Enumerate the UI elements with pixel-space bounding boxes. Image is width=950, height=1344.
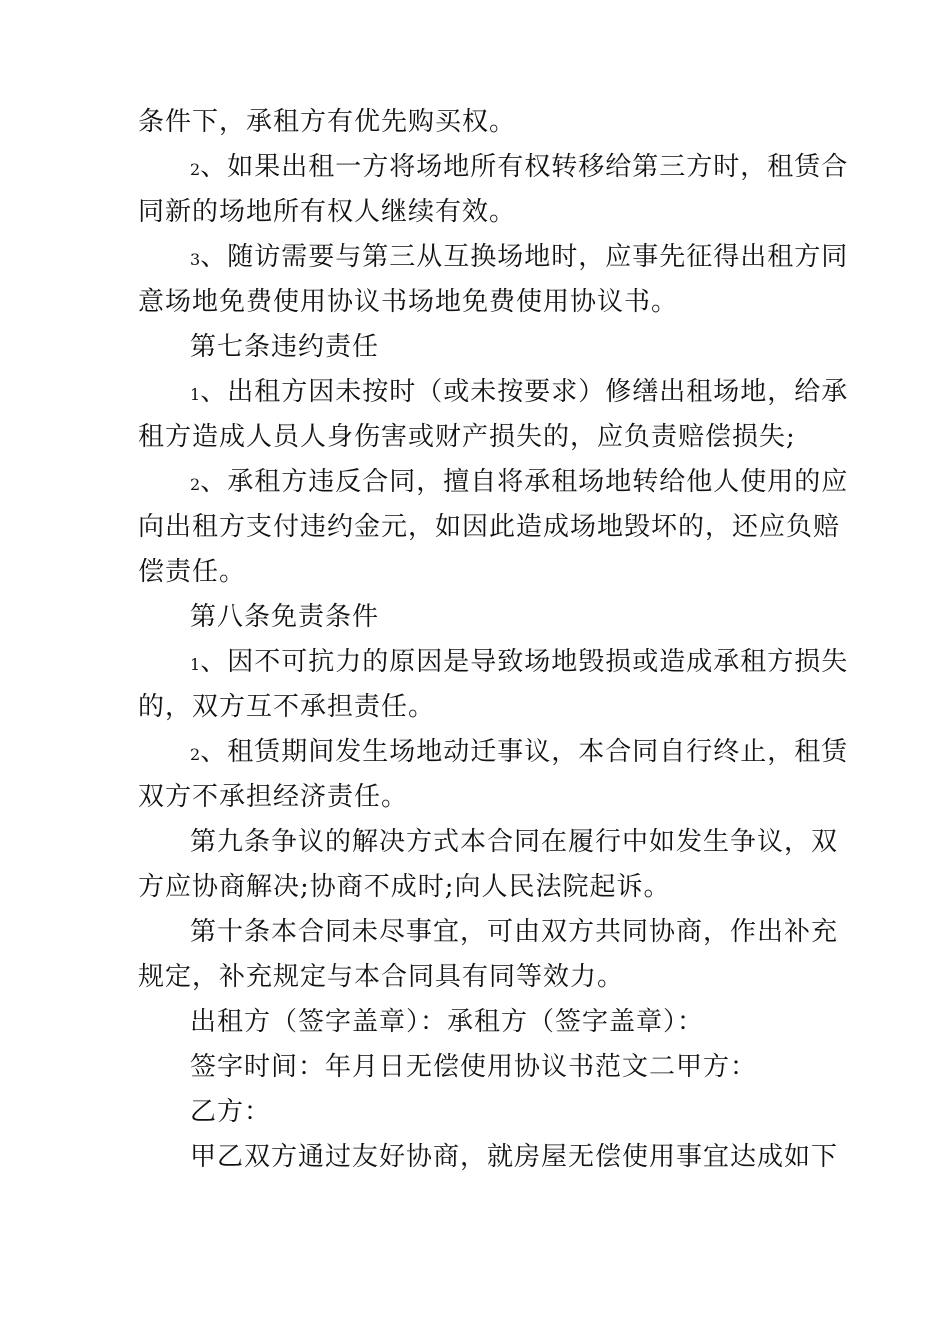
line-text: 意场地免费使用协议书场地免费使用协议书。	[138, 287, 679, 317]
item-number: 2	[190, 745, 201, 764]
text-line	[138, 370, 849, 415]
line-text: 、租赁期间发生场地动迁事议，本合同自行终止，租赁	[200, 737, 849, 767]
text-line	[138, 100, 818, 145]
item-number: 3	[190, 250, 201, 269]
line-text: 甲乙双方通过友好协商，就房屋无偿使用事宜达成如下	[190, 1142, 839, 1172]
text-line	[138, 865, 818, 910]
line-text: 出租方（签字盖章）：承租方（签字盖章）：	[190, 1007, 705, 1037]
text-line	[138, 190, 818, 235]
line-text: 、出租方因未按时（或未按要求）修缮出租场地，给承	[200, 377, 849, 407]
text-line	[138, 550, 818, 595]
item-number: 1	[190, 655, 201, 674]
line-text: 、如果出租一方将场地所有权转移给第三方时，租赁合	[200, 152, 849, 182]
line-text: 的，双方互不承担责任。	[138, 692, 436, 722]
text-line	[138, 505, 841, 550]
item-number: 2	[190, 160, 201, 179]
text-line	[138, 1045, 818, 1090]
document-body	[138, 100, 849, 1180]
line-text: 第九条争议的解决方式本合同在履行中如发生争议，双	[190, 827, 839, 857]
line-text: 、因不可抗力的原因是导致场地毁损或造成承租方损失	[200, 647, 849, 677]
text-line	[138, 730, 849, 775]
line-text: 、随访需要与第三从互换场地时，应事先征得出租方同	[200, 242, 849, 272]
text-line	[138, 685, 818, 730]
item-number: 1	[190, 385, 201, 404]
text-line	[138, 235, 849, 280]
text-line	[138, 955, 818, 1000]
line-text: 双方不承担经济责任。	[138, 782, 409, 812]
text-line	[138, 595, 818, 640]
text-line	[138, 820, 839, 865]
text-line	[138, 1000, 818, 1045]
line-text: 第七条违约责任	[190, 332, 380, 362]
line-text: 偿责任。	[138, 557, 247, 587]
line-text: 第八条免责条件	[190, 602, 380, 632]
line-text: 规定，补充规定与本合同具有同等效力。	[138, 962, 625, 992]
text-line	[138, 325, 818, 370]
line-text: 、承租方违反合同，擅自将承租场地转给他人使用的应	[200, 467, 849, 497]
line-text: 签字时间：年月日无偿使用协议书范文二甲方：	[190, 1052, 758, 1082]
text-line	[138, 640, 849, 685]
text-line	[138, 1090, 818, 1135]
line-text: 方应协商解决;协商不成时;向人民法院起诉。	[138, 872, 671, 902]
line-text: 租方造成人员人身伤害或财产损失的，应负责赔偿损失;	[138, 422, 796, 452]
text-line	[138, 145, 849, 190]
text-line	[138, 460, 849, 505]
line-text: 同新的场地所有权人继续有效。	[138, 197, 517, 227]
line-text: 第十条本合同未尽事宜，可由双方共同协商，作出补充	[190, 917, 839, 947]
text-line	[138, 910, 839, 955]
text-line	[138, 775, 818, 820]
line-text: 向出租方支付违约金元，如因此造成场地毁坏的，还应负赔	[138, 512, 841, 542]
item-number: 2	[190, 475, 201, 494]
line-text: 条件下，承租方有优先购买权。	[138, 107, 517, 137]
text-line	[138, 1135, 839, 1180]
text-line	[138, 280, 818, 325]
text-line	[138, 415, 818, 460]
line-text: 乙方：	[190, 1097, 272, 1127]
